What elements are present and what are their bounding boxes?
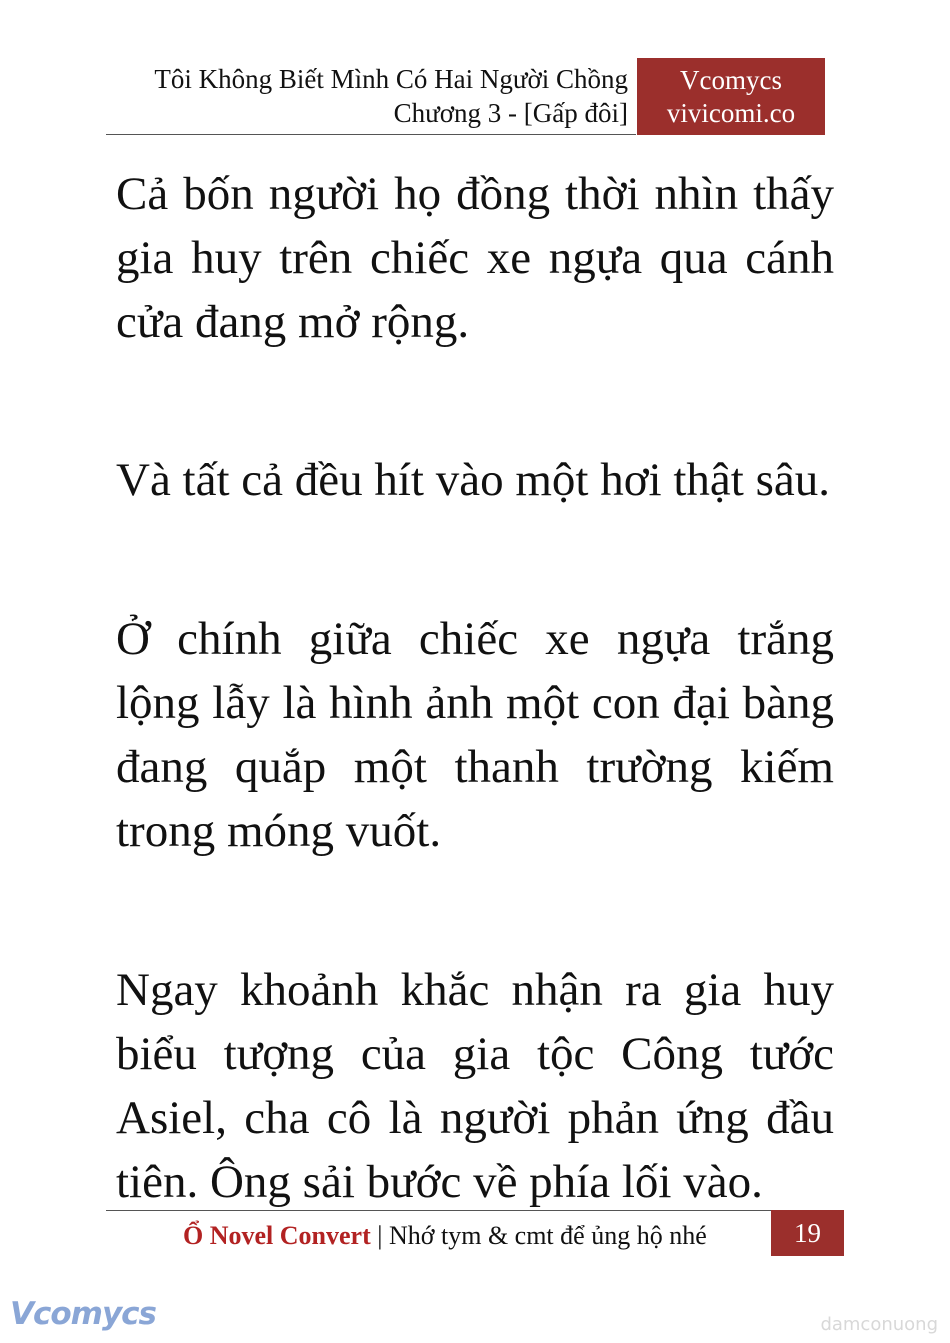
footer-divider bbox=[106, 1210, 771, 1211]
brand-site: vivicomi.co bbox=[666, 98, 796, 128]
book-title: Tôi Không Biết Mình Có Hai Người Chồng bbox=[154, 64, 628, 94]
page-number: 19 bbox=[771, 1210, 844, 1256]
footer-note bbox=[183, 1218, 707, 1254]
header-divider bbox=[106, 134, 636, 135]
footer-separator: | bbox=[370, 1221, 389, 1250]
paragraph-4: Ngay khoảnh khắc nhận ra gia huy biểu tượng của gia tộc Công tước Asiel, cha cô là người phản ứng đầu tiên. Ông sải bước về phía lối vào. bbox=[116, 964, 834, 1208]
paragraph-3: Ở chính giữa chiếc xe ngựa trắng lộng lẫy là hình ảnh một con đại bàng đang quắp một thanh trường kiếm trong móng vuốt. bbox=[116, 613, 834, 857]
book-header bbox=[68, 62, 628, 130]
vcomycs-logo: Vcomycs bbox=[10, 1296, 157, 1332]
brand-badge bbox=[637, 58, 825, 135]
brand-name: Vcomycs bbox=[680, 65, 782, 95]
footer-brand: Ổ Novel Convert bbox=[183, 1221, 371, 1250]
paragraph-1: Cả bốn người họ đồng thời nhìn thấy gia huy trên chiếc xe ngựa qua cánh cửa đang mở rộng. bbox=[116, 168, 834, 348]
watermark: damconuong bbox=[820, 1314, 938, 1335]
footer-message: Nhớ tym & cmt để ủng hộ nhé bbox=[388, 1221, 707, 1250]
page-content bbox=[116, 162, 834, 1214]
chapter-title: Chương 3 - [Gấp đôi] bbox=[393, 98, 628, 128]
paragraph-2: Và tất cả đều hít vào một hơi thật sâu. bbox=[116, 454, 830, 506]
